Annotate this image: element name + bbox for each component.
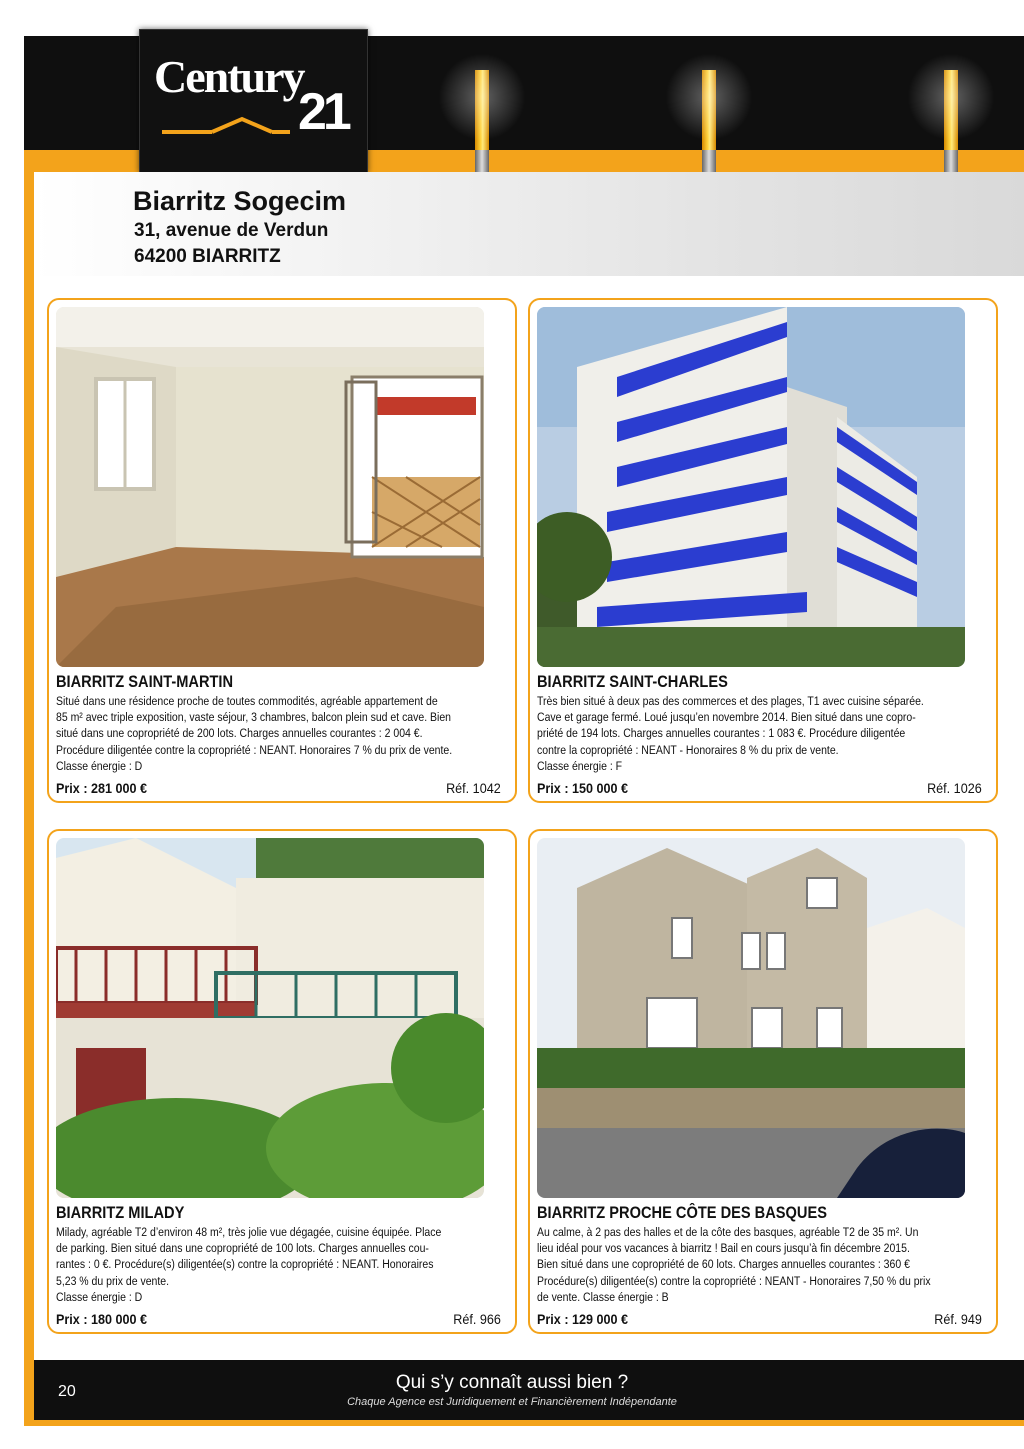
description-line: 85 m² avec triple exposition, vaste séjour, 3 chambres, balcon plein sud et cave. Bien bbox=[56, 710, 452, 725]
listing-price: Prix : 150 000 € bbox=[537, 780, 629, 796]
apartment-building-photo bbox=[537, 307, 965, 667]
listing-description bbox=[56, 693, 483, 774]
lamp-decoration bbox=[475, 70, 489, 172]
page-number: 20 bbox=[58, 1383, 76, 1400]
listing-description bbox=[537, 1224, 964, 1305]
description-line: contre la copropriété : NEANT - Honoraires 8 % du prix de vente. bbox=[537, 742, 839, 757]
description-line: Procédure diligentée contre la copropriété : NEANT. Honoraires 7 % du prix de vente. bbox=[56, 742, 453, 757]
agency-name: Biarritz Sogecim bbox=[133, 186, 347, 216]
listing-price: Prix : 129 000 € bbox=[537, 1311, 629, 1327]
description-line: priété de 194 lots. Charges annuelles courantes : 1 083 €. Procédure diligentée bbox=[537, 726, 906, 741]
description-line: Très bien situé à deux pas des commerces et des plages, T1 avec cuisine séparée. bbox=[537, 694, 924, 708]
description-line: situé dans une copropriété de 200 lots. Charges annuelles courantes : 2 004 €. bbox=[56, 726, 423, 741]
description-line: lieu idéal pour vos vacances à biarritz ! Bail en cours jusqu’à fin décembre 2015. bbox=[537, 1241, 910, 1256]
footer-accent-strip bbox=[24, 1420, 1024, 1426]
description-line: Cave et garage fermé. Loué jusqu’en novembre 2014. Bien situé dans une copro- bbox=[537, 710, 916, 725]
description-line: Classe énergie : D bbox=[56, 758, 143, 773]
description-line: Classe énergie : D bbox=[56, 1289, 143, 1304]
description-line: Classe énergie : F bbox=[537, 758, 623, 773]
logo-wordmark: Century bbox=[154, 51, 304, 102]
listing-title: BIARRITZ SAINT-MARTIN bbox=[56, 672, 234, 691]
logo-roof-icon bbox=[162, 116, 290, 136]
listing-reference: Réf. 1026 bbox=[927, 780, 982, 796]
listing-card[interactable] bbox=[528, 298, 998, 803]
footer-disclaimer: Chaque Agence est Juridiquement et Financièrement Indépendante bbox=[347, 1396, 677, 1408]
residence-balconies-photo bbox=[56, 838, 484, 1198]
description-line: Au calme, à 2 pas des halles et de la côte des basques, agréable T2 de 35 m². Un bbox=[537, 1225, 919, 1239]
listing-price: Prix : 180 000 € bbox=[56, 1311, 148, 1327]
listing-description bbox=[537, 693, 964, 774]
agency-address-city: 64200 BIARRITZ bbox=[134, 246, 281, 267]
footer-slogan: Qui s’y connaît aussi bien ? bbox=[395, 1372, 629, 1393]
description-line: Procédure(s) diligentée(s) contre la copropriété : NEANT - Honoraires 7,50 % du prix bbox=[537, 1273, 931, 1288]
description-line: Milady, agréable T2 d’environ 48 m², très jolie vue dégagée, cuisine équipée. Place bbox=[56, 1225, 442, 1239]
listing-title: BIARRITZ SAINT-CHARLES bbox=[537, 672, 728, 691]
listing-reference: Réf. 949 bbox=[934, 1311, 982, 1327]
description-line: 5,23 % du prix de vente. bbox=[56, 1273, 170, 1288]
stone-villa-photo bbox=[537, 838, 965, 1198]
listing-reference: Réf. 1042 bbox=[446, 780, 501, 796]
listing-title: BIARRITZ MILADY bbox=[56, 1203, 185, 1222]
logo-number: 21 bbox=[298, 83, 348, 141]
listing-card[interactable] bbox=[47, 829, 517, 1334]
listing-description bbox=[56, 1224, 483, 1305]
listing-title: BIARRITZ PROCHE CÔTE DES BASQUES bbox=[537, 1203, 827, 1222]
agency-address-street: 31, avenue de Verdun bbox=[134, 220, 329, 241]
lamp-decoration bbox=[702, 70, 716, 172]
left-accent-rail bbox=[24, 150, 34, 1425]
empty-living-room-photo bbox=[56, 307, 484, 667]
lamp-decoration bbox=[944, 70, 958, 172]
listing-reference: Réf. 966 bbox=[453, 1311, 501, 1327]
description-line: Situé dans une résidence proche de toutes commodités, agréable appartement de bbox=[56, 694, 438, 708]
listing-card[interactable] bbox=[47, 298, 517, 803]
description-line: Bien situé dans une copropriété de 60 lots. Charges annuelles courantes : 360 € bbox=[537, 1257, 910, 1272]
century21-logo bbox=[139, 29, 368, 173]
listing-price: Prix : 281 000 € bbox=[56, 780, 148, 796]
listing-card[interactable] bbox=[528, 829, 998, 1334]
description-line: de parking. Bien situé dans une copropriété de 100 lots. Charges annuelles cou- bbox=[56, 1241, 429, 1256]
description-line: de vente. Classe énergie : B bbox=[537, 1289, 669, 1304]
description-line: rantes : 0 €. Procédure(s) diligentée(s) contre la copropriété : NEANT. Honoraires bbox=[56, 1257, 434, 1272]
